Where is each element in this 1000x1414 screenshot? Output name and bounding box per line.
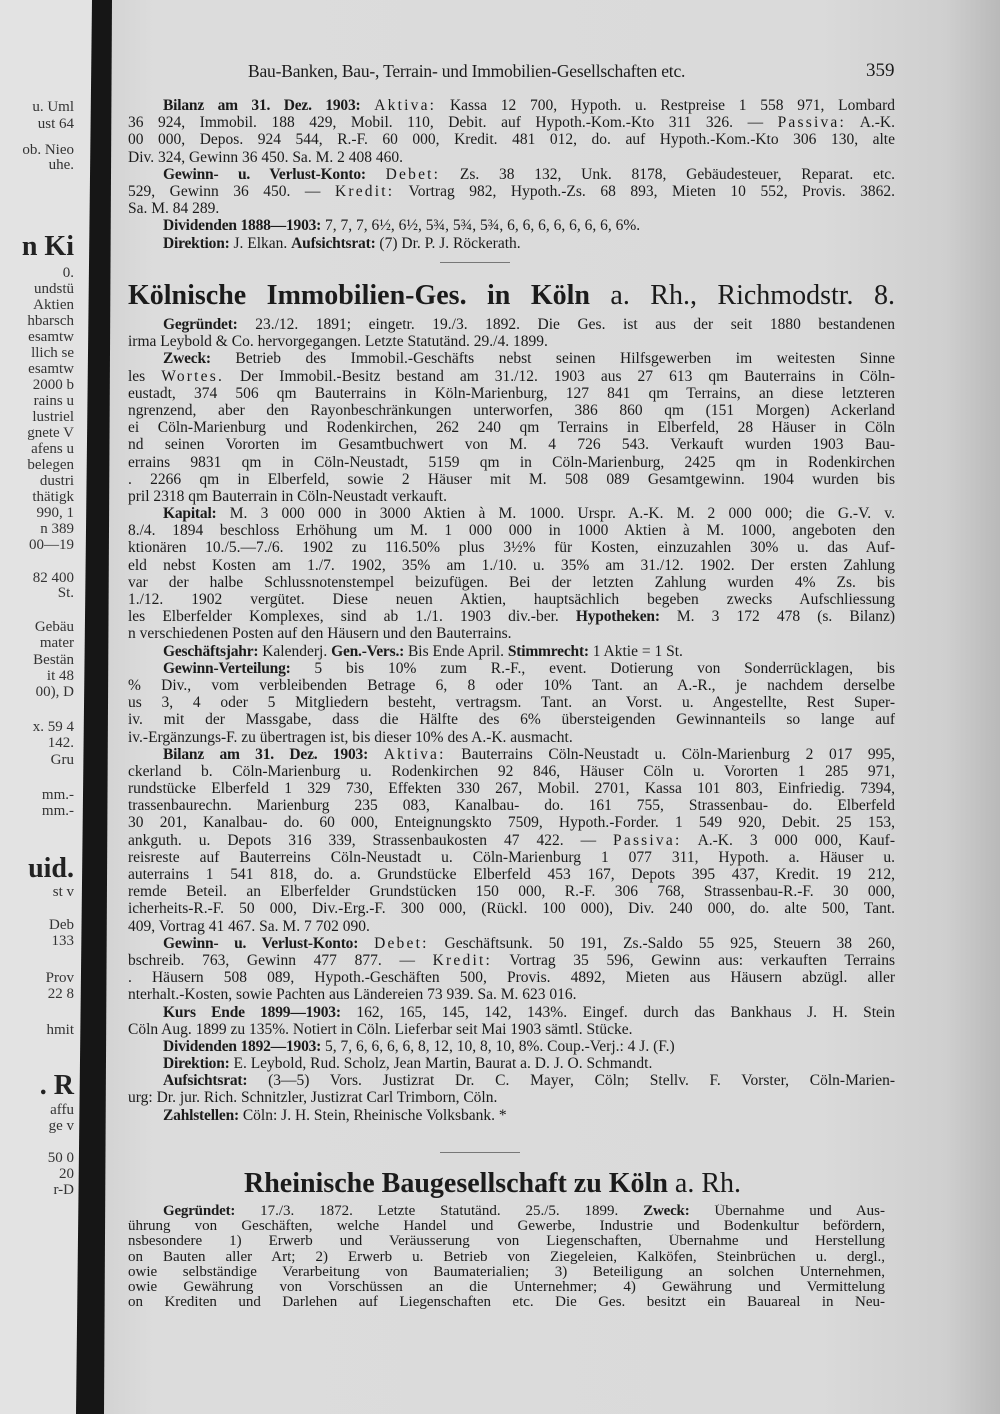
facing-page-text-fragment: u. Uml — [32, 99, 74, 115]
spaced-term: Kredit: — [432, 951, 492, 969]
text-line — [128, 660, 895, 677]
text-line: reisreste auf Bauterreins Cöln-Neustadt u. Cöln-Marienburg 1 077 311, Hypoth. a. Häuser u. — [128, 848, 895, 866]
company-name: Rheinische Baugesellschaft zu Köln — [243, 1168, 668, 1199]
text-line: 00 000, Depos. 924 544, R.-F. 60 000, Kredit. 481 012, do. auf Hypoth.-Kom.-Kto 306 130, alte — [128, 131, 895, 149]
text-run: Geschäftsunk. 50 191, Zs.-Saldo 55 925, Steuern 38 260, — [428, 934, 895, 952]
facing-page-text-fragment: lustriel — [32, 409, 74, 425]
text-run: 162, 165, 145, 142, 143%. Eingef. durch das Bankhaus J. H. Stein — [340, 1003, 895, 1021]
field-label: Aufsichtsrat: — [163, 1072, 248, 1090]
facing-page-text-fragment: belegen — [27, 457, 74, 473]
text-line — [128, 832, 895, 849]
company-name: Kölnische Immobilien-Ges. in Köln — [128, 280, 590, 311]
text-line: 409, Vortrag 41 467. Sa. M. 7 702 090. — [128, 917, 370, 935]
facing-page-text-fragment: ob. Nieo — [22, 142, 74, 158]
facing-page-text-fragment: Bestän — [33, 652, 74, 668]
text-run: 1 Aktie = 1 St. — [588, 642, 683, 660]
field-label: Gegründet: — [163, 1204, 236, 1219]
facing-page-text-fragment: hbarsch — [27, 313, 74, 329]
text-line — [128, 608, 895, 625]
text-run: Der Immobil.-Besitz bestand am 31./12. 1903 aus 27 613 qm Bauterrains in Cöln- — [224, 367, 895, 385]
text-line — [128, 350, 895, 367]
text-run: A.-K. 3 000 000, Kauf- — [681, 831, 895, 849]
text-line — [128, 1038, 895, 1055]
text-run: 5, 7, 6, 6, 6, 6, 8, 12, 10, 8, 10, 8%. Coup.-Verj.: 4 J. (F.) — [321, 1037, 675, 1055]
text-run: les Elberfelder Komplexes, sind ab 1./1. 1903 div.-ber. — [128, 608, 576, 626]
spaced-term: Passiva: — [613, 831, 682, 849]
facing-page-text-fragment: Deb — [49, 917, 74, 933]
facing-page-text-fragment: Gru — [50, 752, 74, 768]
facing-page-text-fragment: n 389 — [40, 521, 74, 537]
text-line: owie selbständige Verarbeitung von Baumaterialien; 3) Beteiligung an solchen Unternehmen, — [128, 1264, 885, 1280]
entry-heading — [128, 279, 895, 313]
text-run: les — [128, 367, 162, 385]
text-line: nterhalt.-Kosten, sowie Pachten aus Ländereien 73 939. Sa. M. 623 016. — [128, 986, 577, 1004]
text-run — [361, 97, 375, 114]
spaced-term: Aktiva: — [374, 97, 437, 114]
facing-page-text-fragment: uhe. — [48, 157, 74, 173]
field-label: Bilanz am 31. Dez. 1903: — [163, 745, 369, 763]
facing-page-text-fragment: r-D — [53, 1182, 74, 1198]
text-line — [128, 97, 895, 114]
entry-heading — [200, 1167, 785, 1201]
text-run: Kassa 12 700, Hypoth. u. Restpreise 1 558 971, Lombard — [436, 97, 895, 114]
facing-page-text-fragment: 133 — [51, 933, 74, 949]
facing-page-text-fragment: uid. — [28, 853, 74, 884]
facing-page-text-fragment: Aktien — [33, 297, 74, 313]
text-line: auterrains 1 541 818, do. a. Grundstücke Elberfeld 453 167, Depots 395 437, Kredit. 19 212, — [128, 866, 895, 883]
text-run: Vortrag 35 596, Gewinn aus: verkauften Terrains — [491, 951, 895, 969]
text-line — [128, 1204, 885, 1219]
text-line — [128, 1107, 895, 1124]
spaced-term: Kredit: — [334, 182, 395, 200]
text-line: var der halbe Schlussnotenstempel beizufügen. Bei der letzten Zahlung wurden 4% Zs. bis — [128, 573, 895, 591]
text-line: 1./12. 1902 vergütet. Diese neuen Aktien, hauptsächlich begeben zwecks Aufschliessung — [128, 591, 895, 608]
running-title: Bau-Banken, Bau-, Terrain- und Immobilien-Gesellschaften etc. — [248, 61, 686, 81]
facing-page-text-fragment: rains u — [33, 393, 74, 409]
text-run: Betrieb des Immobil.-Geschäfts nebst seinen Hilfsgewerben im weitesten Sinne — [210, 350, 895, 368]
field-label: Gegründet: — [163, 316, 238, 333]
field-label: Zweck: — [643, 1204, 690, 1219]
text-line — [128, 1055, 895, 1072]
text-line: ei Cöln-Marienburg und Rodenkirchen, 262 240 qm Terrains in Elberfeld, 28 Häuser in Cöln — [128, 419, 895, 437]
facing-page-text-fragment: llich se — [31, 345, 74, 361]
facing-page-text-fragment: 20 — [59, 1166, 74, 1182]
text-line: on Krediten und Darlehen auf Liegenschaften etc. Die Ges. besitzt ein Bauareal in Neu- — [128, 1295, 885, 1311]
field-label: Direktion: — [163, 234, 230, 252]
text-line: errains 9831 qm in Cöln-Neustadt, 5159 qm in Cöln-Marienburg, 2425 qm in Rodenkirchen — [128, 453, 895, 471]
entry-continuation — [128, 97, 895, 252]
facing-page-text-fragment: undstü — [33, 281, 74, 297]
text-line — [128, 183, 895, 200]
spaced-term: Debet: — [374, 934, 429, 952]
text-run: J. Elkan. — [229, 234, 292, 252]
field-label: Aufsichtsrat: — [291, 234, 376, 252]
text-line: trassenbaurechn. Marienburg 235 083, Kanalbau- do. 161 755, Strassenbau- do. Elberfeld — [128, 797, 895, 815]
text-line: iv. mit der Massgabe, dass die Hälfte des 6% übersteigenden Gewinnanteils so lange auf — [128, 711, 895, 729]
facing-page-text-fragment: mater — [39, 635, 74, 651]
text-line: . 2266 qm in Elberfeld, sowie 2 Häuser mit M. 508 089 Gesamtgewinn. 1904 wurden bis — [128, 470, 895, 488]
facing-page-text-fragment: x. 59 4 — [32, 719, 74, 735]
text-run: M. 3 000 000 in 3000 Aktien à M. 1000. Urspr. A.-K. M. 2 000 000; die G.-V. v. — [216, 505, 895, 523]
field-label: Stimmrecht: — [507, 642, 589, 660]
text-line: % Div., vom verbleibenden Betrage 6, 8 oder 10% Tant. an A.-R., je nachdem derselbe — [128, 676, 895, 694]
spaced-term: Aktiva: — [383, 745, 446, 763]
field-label: Dividenden 1888—1903: — [163, 217, 322, 235]
text-line — [128, 746, 895, 763]
field-label: Zahlstellen: — [163, 1106, 239, 1124]
field-label: Dividenden 1892—1903: — [163, 1037, 322, 1055]
text-line: icherheits-R.-F. 50 000, Div.-Erg.-F. 300 000, (Rückl. 100 000), Div. 240 000, do. alte 500, Tant. — [128, 900, 895, 918]
section-divider — [440, 262, 510, 263]
text-line: Sa. M. 84 289. — [128, 200, 220, 218]
text-line: nd seinen Vororten im Gesamtbuchwert von M. 4 726 543. Verkauft wurden 1903 Bau- — [128, 436, 895, 454]
facing-page-text-fragment: ge v — [48, 1118, 74, 1134]
facing-page-text-fragment: thätigk — [32, 489, 74, 505]
text-run — [358, 935, 374, 952]
text-line: 8./4. 1894 beschloss Erhöhung um M. 1 000 000 in 1000 Aktien à M. 1000, angeboten den — [128, 522, 895, 540]
field-label: Zweck: — [163, 350, 211, 368]
text-line: eld nebst Kosten am 1./7. 1902, 35% am 1./10. u. 35% am 31./12. 1902. Der ersten Zahlung — [128, 556, 895, 574]
field-label: Bilanz am 31. Dez. 1903: — [163, 97, 361, 114]
facing-page-text-fragment: 82 400 — [32, 570, 74, 586]
text-line — [128, 1004, 895, 1021]
text-line — [128, 368, 895, 385]
text-run: 23./12. 1891; eingetr. 19./3. 1892. Die Ges. ist aus der seit 1880 bestandenen — [237, 316, 895, 333]
facing-page-text-fragment: mm.- — [41, 803, 74, 819]
facing-page-text-fragment: gnete V — [27, 425, 74, 441]
text-line: . Häusern 508 089, Hypoth.-Geschäften 500, Provis. 4892, Mieten aus Häusern abzügl. aller — [128, 969, 895, 987]
text-line: ktionären 10./5.—7./6. 1902 zu 116.50% plus 3½% für Kosten, einzuzahlen 30% u. das Auf- — [128, 539, 895, 557]
text-line: n verschiedenen Posten auf den Häusern und den Bauterrains. — [128, 625, 512, 643]
company-location: a. Rh., Richmodstr. 8. — [589, 280, 895, 311]
text-line: urg: Dr. jur. Rich. Schnitzler, Justizrat Carl Trimborn, Cöln. — [128, 1089, 498, 1107]
text-line — [128, 166, 895, 183]
facing-page-text-fragment: 50 0 — [47, 1150, 74, 1166]
facing-page-text-fragment: mm.- — [41, 787, 74, 803]
text-line — [128, 952, 895, 969]
page-number: 359 — [866, 60, 895, 81]
spaced-term: Wortes. — [161, 367, 225, 385]
field-label: Gen.-Vers.: — [331, 642, 405, 660]
text-line — [128, 505, 895, 522]
text-line: rundstücke Elberfeld 1 329 730, Effekten 330 267, Mobil. 2701, Kassa 101 803, Einfriedig. 7394, — [128, 780, 895, 798]
text-line: nsbesondere 1) Erwerb und Veräusserung von Liegenschaften, Übernahme und Herstellung — [128, 1234, 885, 1250]
text-run: Vortrag 982, Hypoth.-Zs. 68 893, Mieten 10 552, Provis. 3862. — [394, 182, 895, 200]
entry-koelnische-immobilien — [128, 316, 895, 1124]
text-line — [128, 316, 895, 333]
facing-page-text-fragment: esamtw — [28, 361, 74, 377]
text-run: (7) Dr. P. J. Röckerath. — [375, 234, 521, 252]
facing-page-text-fragment: esamtw — [28, 329, 74, 345]
facing-page-text-fragment: afens u — [31, 441, 74, 457]
field-label: Geschäftsjahr: — [163, 642, 259, 660]
text-run: 7, 7, 7, 6½, 6½, 5¾, 5¾, 5¾, 6, 6, 6, 6, 6, 6, 6, 6%. — [321, 217, 641, 235]
text-run — [368, 746, 384, 763]
text-run: 5 bis 10% zum R.-F., event. Dotierung von Sonderrücklagen, bis — [290, 659, 895, 677]
facing-page-text-fragment: affu — [50, 1102, 74, 1118]
facing-page-text-fragment: 00), D — [35, 684, 74, 700]
company-location: a. Rh. — [667, 1168, 742, 1199]
text-run: 17./3. 1872. Letzte Statutänd. 25./5. 1899. — [235, 1204, 644, 1219]
text-line: eustadt, 374 506 qm Bauterrains in Köln-Marienburg, 127 841 qm Terrains, an diese letzteren — [128, 384, 895, 402]
text-line: ührung von Geschäften, welche Handel und Gewerbe, Industrie und Bodenkultur befördern, — [128, 1219, 885, 1235]
facing-page-text-fragment: St. — [57, 585, 74, 601]
facing-page-text-fragment: dustri — [39, 473, 74, 489]
field-label: Gewinn- u. Verlust-Konto: — [163, 165, 366, 183]
facing-page-text-fragment: 0. — [62, 265, 74, 281]
text-line — [128, 1072, 895, 1089]
field-label: Kurs Ende 1899—1903: — [163, 1003, 341, 1021]
field-label: Gewinn-Verteilung: — [163, 659, 291, 677]
facing-page-text-fragment: hmit — [46, 1022, 74, 1038]
facing-page-text-fragment: . R — [39, 1070, 74, 1101]
facing-page-text-fragment: 990, 1 — [36, 505, 74, 521]
facing-page-text-fragment: Prov — [45, 970, 74, 986]
field-label: Direktion: — [163, 1055, 230, 1073]
facing-page-text-fragment: 142. — [47, 735, 74, 751]
text-line: Cöln Aug. 1899 zu 135%. Notiert in Cöln. Lieferbar seit Mai 1903 sämtl. Stücke. — [128, 1020, 633, 1038]
facing-page-text-fragment: 22 8 — [47, 986, 74, 1002]
text-run: ankguth. u. Depots 316 339, Strassenbaukosten 47 422. — — [128, 831, 614, 849]
facing-page-text-fragment: ust 64 — [37, 116, 74, 132]
text-run: Kalenderj. — [258, 642, 332, 660]
text-run: E. Leybold, Rud. Scholz, Jean Martin, Baurat a. D. J. O. Schmandt. — [229, 1055, 653, 1073]
spaced-term: Debet: — [385, 165, 441, 183]
text-run: M. 3 172 478 (s. Bilanz) — [659, 608, 895, 626]
text-line: pril 2318 qm Bauterrain in Cöln-Neustadt verkauft. — [128, 487, 447, 505]
text-line: us 3, 4 oder 5 Mitgliedern besteht, vertragsm. Tant. an Vorst. u. Angestellte, Rest Super- — [128, 694, 895, 712]
text-line: 30 201, Kanalbau- do. 60 000, Enteignungskto 7509, Hypoth.-Forder. 1 549 920, Debit. 25 153, — [128, 814, 895, 832]
text-line: remde Beteil. an Elberfelder Grundstücken 150 000, R.-F. 306 768, Strassenbau-R.-F. 30 000, — [128, 883, 895, 901]
entry-rheinische-baugesellschaft — [128, 1204, 885, 1310]
text-line — [128, 114, 895, 131]
spaced-term: Passiva: — [777, 114, 847, 132]
text-run — [366, 166, 386, 183]
facing-page-text-fragment: st v — [52, 884, 74, 900]
facing-page-text-fragment: Gebäu — [34, 619, 74, 635]
facing-page-text-fragment: it 48 — [46, 668, 74, 684]
field-label: Kapital: — [163, 505, 217, 523]
text-line: Div. 324, Gewinn 36 450. Sa. M. 2 408 460. — [128, 148, 403, 166]
field-label: Gewinn- u. Verlust-Konto: — [163, 934, 359, 952]
text-run: Bis Ende April. — [404, 642, 508, 660]
text-line — [128, 935, 895, 952]
section-divider — [440, 1152, 520, 1153]
facing-page-text-fragment: n Ki — [21, 231, 74, 262]
text-run: Cöln: J. H. Stein, Rheinische Volksbank. * — [238, 1106, 507, 1124]
text-run: A.-K. — [846, 114, 895, 132]
text-line — [128, 643, 895, 660]
text-line — [128, 235, 895, 252]
text-run: Übernahme und Aus- — [689, 1204, 885, 1219]
field-label: Hypotheken: — [575, 608, 660, 626]
text-line: ngrenzend, aber den Rayonbeschränkungen unterworfen, 386 860 qm (151 Morgen) Ackerland — [128, 401, 895, 419]
facing-page-text-fragment: 00—19 — [29, 537, 74, 553]
text-line: on Bauten aller Art; 2) Erwerb u. Betrieb von Ziegeleien, Kalköfen, Steinbrüchen u. dergl., — [128, 1249, 885, 1265]
text-run: 36 924, Immobil. 188 429, Mobil. 110, Debit. auf Hypoth.-Kom.-Kto 311 326. — — [128, 114, 778, 132]
text-run: Zs. 38 132, Unk. 8178, Gebäudesteuer, Reparat. etc. — [440, 165, 895, 183]
text-line: ckerland b. Cöln-Marienburg u. Rodenkirchen 92 846, Häuser Cöln u. Vororten 1 285 971, — [128, 762, 895, 780]
text-run: (3—5) Vors. Justizrat Dr. C. Mayer, Cöln; Stellv. F. Vorster, Cöln-Marien- — [247, 1072, 895, 1090]
text-run: 529, Gewinn 36 450. — — [128, 182, 335, 200]
text-line — [128, 217, 895, 234]
text-line: iv.-Ergänzungs-F. zu übertragen ist, bis dieser 10% des A.-K. ausmacht. — [128, 728, 573, 746]
text-run: bschreib. 763, Gewinn 477 877. — — [128, 951, 433, 969]
facing-page-text-fragment: 2000 b — [32, 377, 74, 393]
text-run: Bauterrains Cöln-Neustadt u. Cöln-Marienburg 2 017 995, — [445, 745, 895, 763]
text-line: irma Leybold & Co. hervorgegangen. Letzte Statutänd. 29./4. 1899. — [128, 333, 548, 351]
text-line: owie Gewährung von Vorschüssen an die Unternehmer; 4) Gewährung und Vermittelung — [128, 1279, 885, 1295]
